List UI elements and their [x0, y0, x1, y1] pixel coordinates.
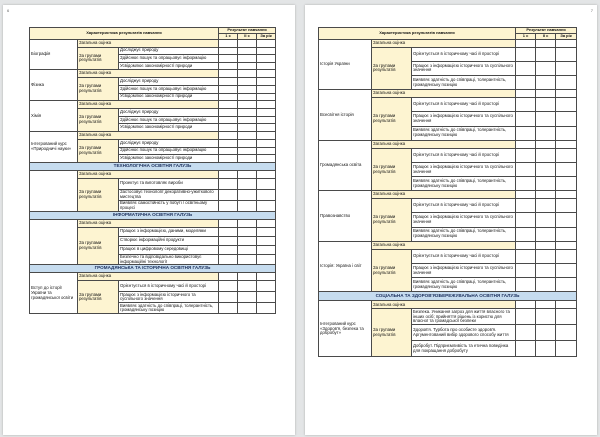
general-assessment: Загальна оцінка [372, 39, 516, 47]
subject-name: Інтегрований курс «Природничі науки» [30, 131, 78, 162]
subject-name: Історія: Україна і світ [319, 241, 372, 292]
grade-year[interactable] [257, 78, 276, 86]
grade-sem1[interactable] [516, 98, 536, 112]
grade-sem1[interactable] [516, 140, 536, 148]
grade-sem1[interactable] [219, 227, 238, 236]
result-item: Здійснює пошук та опрацьовує інформацію [119, 147, 219, 155]
result-item: Виявляє здатність до співпраці, толерантність, громадянську позицію [412, 278, 516, 292]
grade-sem1[interactable] [516, 177, 536, 191]
grade-sem2[interactable] [238, 109, 257, 117]
result-item: Виявляє здатність до співпраці, толерантність, громадянську позицію [412, 126, 516, 140]
grade-sem1[interactable] [219, 62, 238, 70]
subject-name: Біографія [30, 39, 78, 70]
grade-sem2[interactable] [536, 98, 556, 112]
subject-name: Вступ до історії України та громадянської освіти [30, 273, 78, 314]
result-item: Досліджує природу [119, 78, 219, 86]
grade-sem1[interactable] [219, 189, 238, 200]
page-number: 7 [590, 8, 593, 13]
result-item: Орієнтується в історичному часі й просторі [412, 98, 516, 112]
grade-sem1[interactable] [219, 85, 238, 93]
grade-year[interactable] [556, 112, 577, 126]
general-assessment: Загальна оцінка [372, 140, 516, 148]
grade-sem2[interactable] [536, 191, 556, 199]
grade-sem1[interactable] [219, 254, 238, 265]
result-item: Орієнтується в історичному часі й просторі [412, 47, 516, 61]
header-title: Характеристика результатів навчання [319, 28, 516, 40]
section-header: ГРОМАДЯНСЬКА ТА ІСТОРИЧНА ОСВІТНЯ ГАЛУЗЬ [30, 265, 276, 273]
grade-year[interactable] [556, 199, 577, 213]
grade-year[interactable] [257, 85, 276, 93]
result-item: Виявляє здатність до співпраці, толерантність, громадянську позицію [119, 303, 219, 314]
result-item: Працює з інформацією історичного та суспільного значення [412, 162, 516, 176]
grade-sem1[interactable] [219, 109, 238, 117]
grade-sem2[interactable] [536, 301, 556, 309]
grade-sem2[interactable] [238, 47, 257, 55]
grade-year[interactable] [556, 61, 577, 75]
grade-year[interactable] [556, 75, 577, 89]
grade-sem2[interactable] [238, 78, 257, 86]
grade-sem1[interactable] [219, 273, 238, 281]
group-label: За групами результатів [78, 178, 119, 211]
general-assessment: Загальна оцінка [78, 170, 219, 178]
subject-name: Фізика [30, 70, 78, 101]
grade-sem2[interactable] [238, 139, 257, 147]
header-sem2: II с [238, 33, 257, 39]
result-item: Виявляє здатність до співпраці, толерантність, громадянську позицію [412, 227, 516, 241]
result-item: Створює інформаційні продукти [119, 236, 219, 245]
header-result: Результат навчання [516, 28, 577, 34]
grade-year[interactable] [556, 126, 577, 140]
subject-name: Хімія [30, 101, 78, 132]
grade-sem2[interactable] [536, 39, 556, 47]
grade-sem1[interactable] [219, 39, 238, 47]
grade-sem1[interactable] [516, 162, 536, 176]
grade-sem1[interactable] [219, 55, 238, 63]
group-label: За групами результатів [78, 47, 119, 70]
group-label: За групами результатів [372, 309, 412, 357]
grade-sem1[interactable] [219, 93, 238, 101]
result-item: Працює з інформацією історичного та суспільного значення [119, 292, 219, 303]
grade-sem2[interactable] [238, 62, 257, 70]
result-item: Здійснює пошук та опрацьовує інформацію [119, 55, 219, 63]
result-item: Усвідомлює закономірності природи [119, 155, 219, 163]
result-item: Здійснює пошук та опрацьовує інформацію [119, 85, 219, 93]
grade-sem2[interactable] [238, 292, 257, 303]
grade-sem2[interactable] [238, 147, 257, 155]
header-sem1: 1 с [516, 33, 536, 39]
grade-sem1[interactable] [219, 170, 238, 178]
grade-year[interactable] [556, 325, 577, 341]
grade-sem2[interactable] [536, 213, 556, 227]
grade-sem1[interactable] [219, 219, 238, 227]
grade-sem2[interactable] [238, 39, 257, 47]
grade-sem2[interactable] [238, 85, 257, 93]
grade-year[interactable] [556, 90, 577, 98]
result-item: Проектує та виготовляє вироби [119, 178, 219, 189]
grade-sem1[interactable] [219, 147, 238, 155]
general-assessment: Загальна оцінка [372, 191, 516, 199]
grade-year[interactable] [257, 170, 276, 178]
grade-sem2[interactable] [238, 245, 257, 254]
grade-sem1[interactable] [219, 78, 238, 86]
subject-name: Історія України [319, 39, 372, 90]
grade-sem2[interactable] [536, 264, 556, 278]
grade-sem2[interactable] [238, 55, 257, 63]
result-item: Досліджує природу [119, 139, 219, 147]
group-label: За групами результатів [372, 199, 412, 242]
general-assessment: Загальна оцінка [372, 241, 516, 249]
grade-year[interactable] [556, 249, 577, 263]
grade-sem2[interactable] [536, 309, 556, 325]
general-assessment: Загальна оцінка [78, 70, 219, 78]
result-item: Усвідомлює закономірності природи [119, 62, 219, 70]
grade-year[interactable] [257, 116, 276, 124]
grade-year[interactable] [257, 101, 276, 109]
grade-sem1[interactable] [516, 126, 536, 140]
subject-name [30, 219, 78, 265]
grade-sem1[interactable] [516, 301, 536, 309]
grade-year[interactable] [257, 254, 276, 265]
header-title: Характеристика результатів навчання [30, 28, 219, 40]
grade-sem1[interactable] [219, 139, 238, 147]
grade-sem1[interactable] [516, 191, 536, 199]
grade-year[interactable] [257, 281, 276, 292]
subject-name: Всесвітня історія [319, 90, 372, 141]
grade-sem2[interactable] [238, 281, 257, 292]
grade-sem2[interactable] [238, 227, 257, 236]
grade-year[interactable] [257, 245, 276, 254]
grade-year[interactable] [257, 39, 276, 47]
header-sem1: 1 с [219, 33, 238, 39]
grade-year[interactable] [556, 241, 577, 249]
grade-sem2[interactable] [536, 249, 556, 263]
grade-sem1[interactable] [219, 124, 238, 132]
grade-sem2[interactable] [238, 200, 257, 211]
grade-sem1[interactable] [219, 303, 238, 314]
grade-year[interactable] [556, 278, 577, 292]
grade-sem2[interactable] [536, 199, 556, 213]
grade-sem1[interactable] [219, 47, 238, 55]
grade-sem2[interactable] [238, 254, 257, 265]
group-label: За групами результатів [372, 98, 412, 141]
grade-sem2[interactable] [536, 162, 556, 176]
grade-sem1[interactable] [219, 155, 238, 163]
result-item: Здійснює пошук та опрацьовує інформацію [119, 116, 219, 124]
subject-name: Правознавство [319, 191, 372, 242]
result-item: Працює в цифровому середовищі [119, 245, 219, 254]
grade-sem2[interactable] [238, 70, 257, 78]
result-item: Усвідомлює закономірності природи [119, 124, 219, 132]
grade-sem1[interactable] [516, 39, 536, 47]
grade-sem1[interactable] [516, 75, 536, 89]
grade-sem2[interactable] [238, 116, 257, 124]
grade-year[interactable] [556, 39, 577, 47]
grade-year[interactable] [556, 140, 577, 148]
left-page [3, 5, 295, 435]
grade-sem2[interactable] [536, 75, 556, 89]
grade-year[interactable] [556, 148, 577, 162]
result-item: Виявляє здатність до співпраці, толерантність, громадянську позицію [412, 177, 516, 191]
grade-year[interactable] [257, 227, 276, 236]
general-assessment: Загальна оцінка [78, 131, 219, 139]
grade-sem2[interactable] [536, 126, 556, 140]
grade-sem2[interactable] [536, 341, 556, 357]
grade-sem1[interactable] [219, 131, 238, 139]
subject-name: Інтегрований курс «Здоров'я, безпека та добробут» [319, 301, 372, 357]
subject-name [30, 170, 78, 211]
result-item: Працює з інформацією, даними, моделями [119, 227, 219, 236]
general-assessment: Загальна оцінка [78, 273, 219, 281]
grade-sem1[interactable] [516, 241, 536, 249]
grade-sem2[interactable] [536, 325, 556, 341]
grade-year[interactable] [556, 264, 577, 278]
header-year: За рік [257, 33, 276, 39]
result-item: Орієнтується в історичному часі й просторі [412, 249, 516, 263]
grade-sem2[interactable] [238, 170, 257, 178]
grade-sem1[interactable] [516, 341, 536, 357]
grade-sem1[interactable] [516, 90, 536, 98]
result-item: Орієнтується в історичному часі й просторі [412, 199, 516, 213]
result-item: Досліджує природу [119, 109, 219, 117]
grade-sem1[interactable] [219, 200, 238, 211]
result-item: Працює з інформацією історичного та суспільного значення [412, 61, 516, 75]
group-label: За групами результатів [372, 47, 412, 90]
grade-sem1[interactable] [219, 236, 238, 245]
grade-year[interactable] [257, 147, 276, 155]
subject-name: Громадянська освіта [319, 140, 372, 191]
results-table [29, 27, 276, 314]
grade-year[interactable] [556, 162, 577, 176]
group-label: За групами результатів [78, 227, 119, 265]
result-item: Працює з інформацією історичного та суспільного значення [412, 112, 516, 126]
header-result: Результат навчання [219, 28, 276, 34]
grade-year[interactable] [556, 47, 577, 61]
grade-sem1[interactable] [516, 227, 536, 241]
grade-year[interactable] [257, 109, 276, 117]
grade-sem2[interactable] [536, 241, 556, 249]
grade-sem1[interactable] [219, 116, 238, 124]
general-assessment: Загальна оцінка [78, 39, 219, 47]
grade-sem1[interactable] [219, 178, 238, 189]
grade-year[interactable] [257, 93, 276, 101]
grade-sem2[interactable] [238, 189, 257, 200]
grade-year[interactable] [257, 70, 276, 78]
grade-year[interactable] [257, 292, 276, 303]
general-assessment: Загальна оцінка [372, 90, 516, 98]
grade-sem2[interactable] [238, 236, 257, 245]
grade-year[interactable] [257, 236, 276, 245]
result-item: Працює з інформацією історичного та суспільного значення [412, 264, 516, 278]
group-label: За групами результатів [78, 139, 119, 162]
grade-sem1[interactable] [219, 101, 238, 109]
result-item: Безпека. Уникання загроз для життя власного та інших осіб; прийняття рішень із користю для власної та громадської безпеки [412, 309, 516, 325]
grade-year[interactable] [556, 341, 577, 357]
grade-year[interactable] [257, 55, 276, 63]
result-item: Працює з інформацією історичного та суспільного значення [412, 213, 516, 227]
result-item: Усвідомлює закономірності природи [119, 93, 219, 101]
header-year: За рік [556, 33, 577, 39]
grade-sem1[interactable] [516, 61, 536, 75]
grade-sem1[interactable] [516, 148, 536, 162]
result-item: Добробут. Підприємливість та етична поведінка для покращання добробуту [412, 341, 516, 357]
grade-year[interactable] [257, 139, 276, 147]
group-label: За групами результатів [78, 78, 119, 101]
grade-sem2[interactable] [536, 140, 556, 148]
result-item: Виявляє здатність до співпраці, толерантність, громадянську позицію [412, 75, 516, 89]
grade-sem2[interactable] [238, 303, 257, 314]
grade-sem2[interactable] [238, 101, 257, 109]
grade-sem1[interactable] [219, 292, 238, 303]
grade-sem2[interactable] [536, 112, 556, 126]
right-page [305, 5, 597, 435]
grade-year[interactable] [257, 178, 276, 189]
grade-sem2[interactable] [238, 93, 257, 101]
grade-year[interactable] [257, 303, 276, 314]
grade-year[interactable] [556, 213, 577, 227]
grade-year[interactable] [257, 62, 276, 70]
grade-sem2[interactable] [238, 155, 257, 163]
grade-sem2[interactable] [238, 124, 257, 132]
grade-sem1[interactable] [219, 245, 238, 254]
grade-sem2[interactable] [536, 47, 556, 61]
group-label: За групами результатів [78, 109, 119, 132]
grade-sem1[interactable] [516, 278, 536, 292]
grade-year[interactable] [257, 273, 276, 281]
section-header: СОЦІАЛЬНА ТА ЗДОРОВ'ЯЗБЕРЕЖУВАЛЬНА ОСВІТНЯ ГАЛУЗЬ [319, 292, 577, 301]
grade-sem2[interactable] [238, 273, 257, 281]
grade-year[interactable] [556, 98, 577, 112]
grade-year[interactable] [257, 200, 276, 211]
section-header: ТЕХНОЛОГІЧНА ОСВІТНЯ ГАЛУЗЬ [30, 162, 276, 170]
grade-sem1[interactable] [516, 213, 536, 227]
grade-sem2[interactable] [536, 227, 556, 241]
result-item: Здоров'я. Турбота про особисте здоров'я. Аргументований вибір здорового способу життя [412, 325, 516, 341]
grade-year[interactable] [257, 189, 276, 200]
grade-sem1[interactable] [516, 112, 536, 126]
grade-year[interactable] [556, 309, 577, 325]
grade-sem1[interactable] [516, 199, 536, 213]
page-number: 6 [7, 8, 10, 13]
grade-sem2[interactable] [536, 177, 556, 191]
grade-year[interactable] [257, 47, 276, 55]
result-item: Орієнтується в історичному часі й просторі [412, 148, 516, 162]
result-item: Безпечно та відповідально використовує інформаційні технології [119, 254, 219, 265]
grade-sem1[interactable] [516, 47, 536, 61]
grade-year[interactable] [556, 227, 577, 241]
grade-year[interactable] [257, 219, 276, 227]
grade-sem2[interactable] [238, 131, 257, 139]
header-sem2: II с [536, 33, 556, 39]
group-label: За групами результатів [78, 281, 119, 314]
general-assessment: Загальна оцінка [78, 219, 219, 227]
grade-sem2[interactable] [536, 61, 556, 75]
grade-sem2[interactable] [238, 178, 257, 189]
grade-sem2[interactable] [536, 90, 556, 98]
results-table [318, 27, 577, 357]
grade-sem1[interactable] [516, 249, 536, 263]
grade-sem2[interactable] [238, 219, 257, 227]
grade-sem1[interactable] [516, 309, 536, 325]
grade-year[interactable] [556, 301, 577, 309]
grade-sem1[interactable] [516, 325, 536, 341]
grade-year[interactable] [257, 155, 276, 163]
grade-year[interactable] [556, 191, 577, 199]
result-item: Виявляє самостійність у побуті / освітньому процесі [119, 200, 219, 211]
grade-sem1[interactable] [219, 70, 238, 78]
section-header: ІНФОРМАТИЧНА ОСВІТНЯ ГАЛУЗЬ [30, 211, 276, 219]
group-label: За групами результатів [372, 249, 412, 292]
general-assessment: Загальна оцінка [372, 301, 516, 309]
grade-sem2[interactable] [536, 148, 556, 162]
result-item: Досліджує природу [119, 47, 219, 55]
grade-sem1[interactable] [516, 264, 536, 278]
grade-year[interactable] [556, 177, 577, 191]
grade-sem2[interactable] [536, 278, 556, 292]
result-item: Застосовує технології декоративно-ужиткового мистецтва [119, 189, 219, 200]
grade-year[interactable] [257, 124, 276, 132]
general-assessment: Загальна оцінка [78, 101, 219, 109]
result-item: Орієнтується в історичному часі й просторі [119, 281, 219, 292]
grade-year[interactable] [257, 131, 276, 139]
group-label: За групами результатів [372, 148, 412, 191]
grade-sem1[interactable] [219, 281, 238, 292]
